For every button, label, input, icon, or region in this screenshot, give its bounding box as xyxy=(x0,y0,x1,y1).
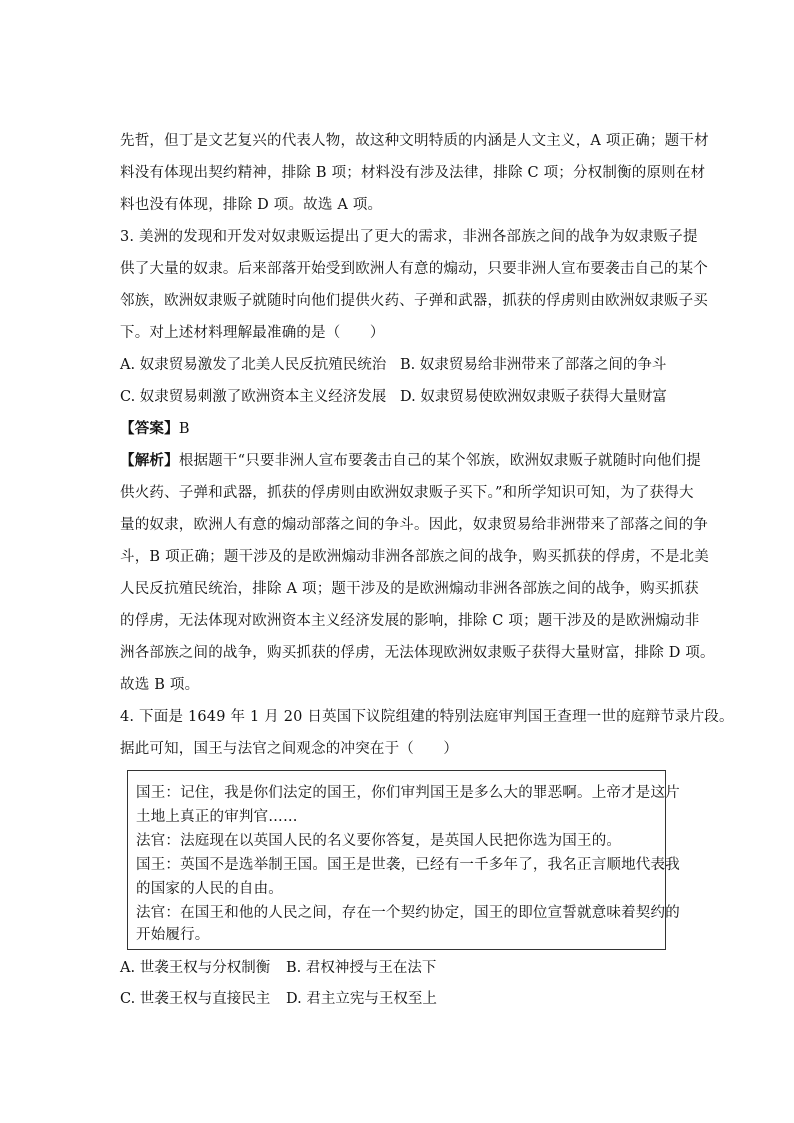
analysis-text: 根据题干“只要非洲人宣布要袭击自己的某个邻族，欧洲奴隶贩子就随时向他们提 xyxy=(178,453,701,469)
q3-option-c: C. 奴隶贸易刺激了欧洲资本主义经济发展 xyxy=(120,389,387,405)
q3-analysis-line: 洲各部族之间的战争，购买抓获的俘虏，无法体现欧洲奴隶贩子获得大量财富，排除 D 项。 xyxy=(120,645,715,661)
q4-material-box xyxy=(127,770,680,950)
material-line: 土地上真正的审判官…… xyxy=(136,809,298,825)
q3-analysis-line: 故选 B 项。 xyxy=(120,677,200,693)
q3-analysis-line: 的俘虏，无法体现对欧洲资本主义经济发展的影响，排除 C 项；题干涉及的是欧洲煽动非 xyxy=(120,613,700,629)
material-line: 国王：英国不是选举制王国。国王是世袭，已经有一千多年了，我名正言顺地代表我 xyxy=(136,857,680,873)
q3-analysis-line: 量的奴隶，欧洲人有意的煽动部落之间的争斗。因此，奴隶贸易给非洲带来了部落之间的争 xyxy=(120,517,708,533)
answer-label: 【答案】 xyxy=(120,420,179,437)
q3-answer xyxy=(120,419,190,439)
material-line: 国王：记住，我是你们法定的国王，你们审判国王是多么大的罪恶啊。上帝才是这片 xyxy=(136,785,680,801)
q3-stem-line: 邻族，欧洲奴隶贩子就随时向他们提供火药、子弹和武器，抓获的俘虏则由欧洲奴隶贩子买 xyxy=(120,293,708,309)
q3-stem-line: 3. 美洲的发现和开发对奴隶贩运提出了更大的需求，非洲各部族之间的战争为奴隶贩子提 xyxy=(120,229,698,245)
q4-option-b: B. 君权神授与王在法下 xyxy=(286,960,437,976)
q3-analysis-line: 供火药、子弹和武器，抓获的俘虏则由欧洲奴隶贩子买下。”和所学知识可知，为了获得大 xyxy=(120,485,694,501)
material-line: 的国家的人民的自由。 xyxy=(136,881,283,897)
answer-value: B xyxy=(178,421,190,437)
q3-analysis-line: 斗，B 项正确；题干涉及的是欧洲煽动非洲各部族之间的战争，购买抓获的俘虏，不是北美 xyxy=(120,549,709,565)
q3-option-b: B. 奴隶贸易给非洲带来了部落之间的争斗 xyxy=(400,357,667,373)
analysis-label: 【解析】 xyxy=(120,452,179,469)
q3-option-a: A. 奴隶贸易激发了北美人民反抗殖民统治 xyxy=(120,357,387,373)
q3-stem-line: 下。对上述材料理解最准确的是（ ） xyxy=(120,325,385,341)
q4-option-c: C. 世袭王权与直接民主 xyxy=(120,991,271,1007)
prev-explanation-line: 先哲，但丁是文艺复兴的代表人物，故这种文明特质的内涵是人文主义，A 项正确；题干材 xyxy=(120,133,709,149)
prev-explanation-line: 料也没有体现，排除 D 项。故选 A 项。 xyxy=(120,197,383,213)
q3-analysis-line xyxy=(120,451,701,471)
material-line: 开始履行。 xyxy=(136,927,210,943)
q3-stem-line: 供了大量的奴隶。后来部落开始受到欧洲人有意的煽动，只要非洲人宣布要袭击自己的某个 xyxy=(120,261,708,277)
q4-stem-line: 4. 下面是 1649 年 1 月 20 日英国下议院组建的特别法庭审判国王查理一世的庭辩节录片段。 xyxy=(120,709,734,725)
q4-option-d: D. 君主立宪与王权至上 xyxy=(286,991,437,1007)
material-line: 法官：法庭现在以英国人民的名义要你答复，是英国人民把你选为国王的。 xyxy=(136,833,622,849)
q4-option-a: A. 世袭王权与分权制衡 xyxy=(120,960,271,976)
material-line: 法官：在国王和他的人民之间，存在一个契约协定，国王的即位宣誓就意味着契约的 xyxy=(136,905,680,921)
q3-option-d: D. 奴隶贸易使欧洲奴隶贩子获得大量财富 xyxy=(400,389,667,405)
q4-stem-line: 据此可知，国王与法官之间观念的冲突在于（ ） xyxy=(120,741,459,757)
prev-explanation-line: 料没有体现出契约精神，排除 B 项；材料没有涉及法律，排除 C 项；分权制衡的原则在材 xyxy=(120,165,706,181)
q3-analysis-line: 人民反抗殖民统治，排除 A 项；题干涉及的是欧洲煽动非洲各部族之间的战争，购买抓获 xyxy=(120,581,699,597)
